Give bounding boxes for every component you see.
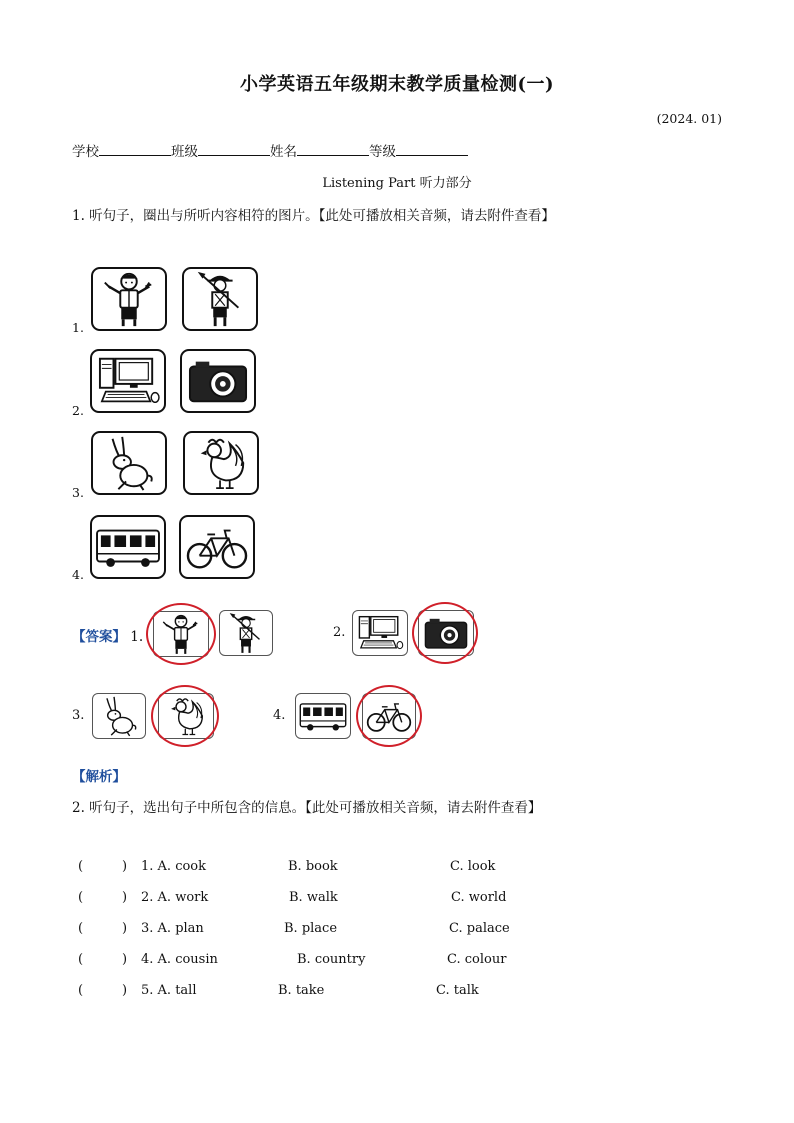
answer-num: 4. xyxy=(273,708,286,723)
answer-paren-open[interactable]: ( xyxy=(78,890,84,905)
answer-label xyxy=(72,625,143,645)
analysis-bracket-close: 】 xyxy=(112,769,126,785)
answer-circle xyxy=(412,602,478,664)
exam-date: (2024. 01) xyxy=(656,111,722,126)
option-a[interactable]: 2. A. work xyxy=(141,890,209,905)
option-a[interactable]: 3. A. plan xyxy=(141,921,204,936)
school-blank[interactable] xyxy=(99,141,171,156)
q1-item-num: 3. xyxy=(72,485,84,500)
analysis-label-text: 解析 xyxy=(85,769,113,785)
answer-paren-close: ) xyxy=(122,921,128,936)
answer-paren-close: ) xyxy=(122,983,128,998)
farmer-icon[interactable] xyxy=(182,267,258,331)
q1-item-num: 4. xyxy=(72,567,84,582)
answer-num: 1. xyxy=(130,629,144,645)
rabbit-icon[interactable] xyxy=(91,431,167,495)
school-label: 学校 xyxy=(72,144,99,160)
analysis-bracket-open: 【 xyxy=(72,769,86,785)
computer-icon[interactable] xyxy=(90,349,166,413)
answer-num: 3. xyxy=(72,708,85,723)
answer-farmer-icon xyxy=(219,610,273,656)
student-info-line xyxy=(72,140,468,160)
option-b[interactable]: B. country xyxy=(297,952,366,967)
page-title: 小学英语五年级期末教学质量检测(一) xyxy=(239,74,555,95)
q1-item-num: 1. xyxy=(72,320,84,335)
analysis-label xyxy=(72,765,126,785)
answer-circle xyxy=(146,603,216,665)
answer-circle xyxy=(356,685,422,747)
class-label: 班级 xyxy=(171,144,198,160)
section-title: Listening Part 听力部分 xyxy=(322,176,472,191)
answer-paren-close: ) xyxy=(122,890,128,905)
option-c[interactable]: C. palace xyxy=(449,921,510,936)
name-blank[interactable] xyxy=(297,141,369,156)
answer-label-text: 答案 xyxy=(85,629,113,645)
option-b[interactable]: B. place xyxy=(284,921,338,936)
option-c[interactable]: C. world xyxy=(451,890,507,905)
option-a[interactable]: 5. A. tall xyxy=(141,983,197,998)
grade-label: 等级 xyxy=(369,144,396,160)
answer-paren-open[interactable]: ( xyxy=(78,859,84,874)
option-b[interactable]: B. walk xyxy=(289,890,338,905)
answer-bracket-close: 】 xyxy=(112,629,126,645)
answer-paren-close: ) xyxy=(122,859,128,874)
option-c[interactable]: C. look xyxy=(450,859,496,874)
bus-icon[interactable] xyxy=(90,515,166,579)
q1-item-num: 2. xyxy=(72,403,84,418)
worker-icon[interactable] xyxy=(91,267,167,331)
answer-bus-icon xyxy=(295,693,351,739)
answer-rabbit-icon xyxy=(92,693,146,739)
name-label: 姓名 xyxy=(270,144,297,160)
q2-instruction: 2. 听句子，选出句子中所包含的信息。【此处可播放相关音频，请去附件查看】 xyxy=(72,800,542,816)
option-c[interactable]: C. talk xyxy=(436,983,479,998)
answer-paren-open[interactable]: ( xyxy=(78,983,84,998)
option-b[interactable]: B. book xyxy=(288,859,338,874)
answer-paren-open[interactable]: ( xyxy=(78,921,84,936)
camera-icon[interactable] xyxy=(180,349,256,413)
answer-paren-open[interactable]: ( xyxy=(78,952,84,967)
grade-blank[interactable] xyxy=(396,141,468,156)
class-blank[interactable] xyxy=(198,141,270,156)
option-a[interactable]: 1. A. cook xyxy=(141,859,206,874)
answer-computer-icon xyxy=(352,610,408,656)
bicycle-icon[interactable] xyxy=(179,515,255,579)
answer-num: 2. xyxy=(333,625,346,640)
rooster-icon[interactable] xyxy=(183,431,259,495)
answer-circle xyxy=(151,685,219,747)
option-b[interactable]: B. take xyxy=(278,983,325,998)
q1-instruction: 1. 听句子，圈出与所听内容相符的图片。【此处可播放相关音频，请去附件查看】 xyxy=(72,208,555,224)
answer-bracket-open: 【 xyxy=(72,629,86,645)
answer-paren-close: ) xyxy=(122,952,128,967)
option-c[interactable]: C. colour xyxy=(447,952,507,967)
option-a[interactable]: 4. A. cousin xyxy=(141,952,218,967)
